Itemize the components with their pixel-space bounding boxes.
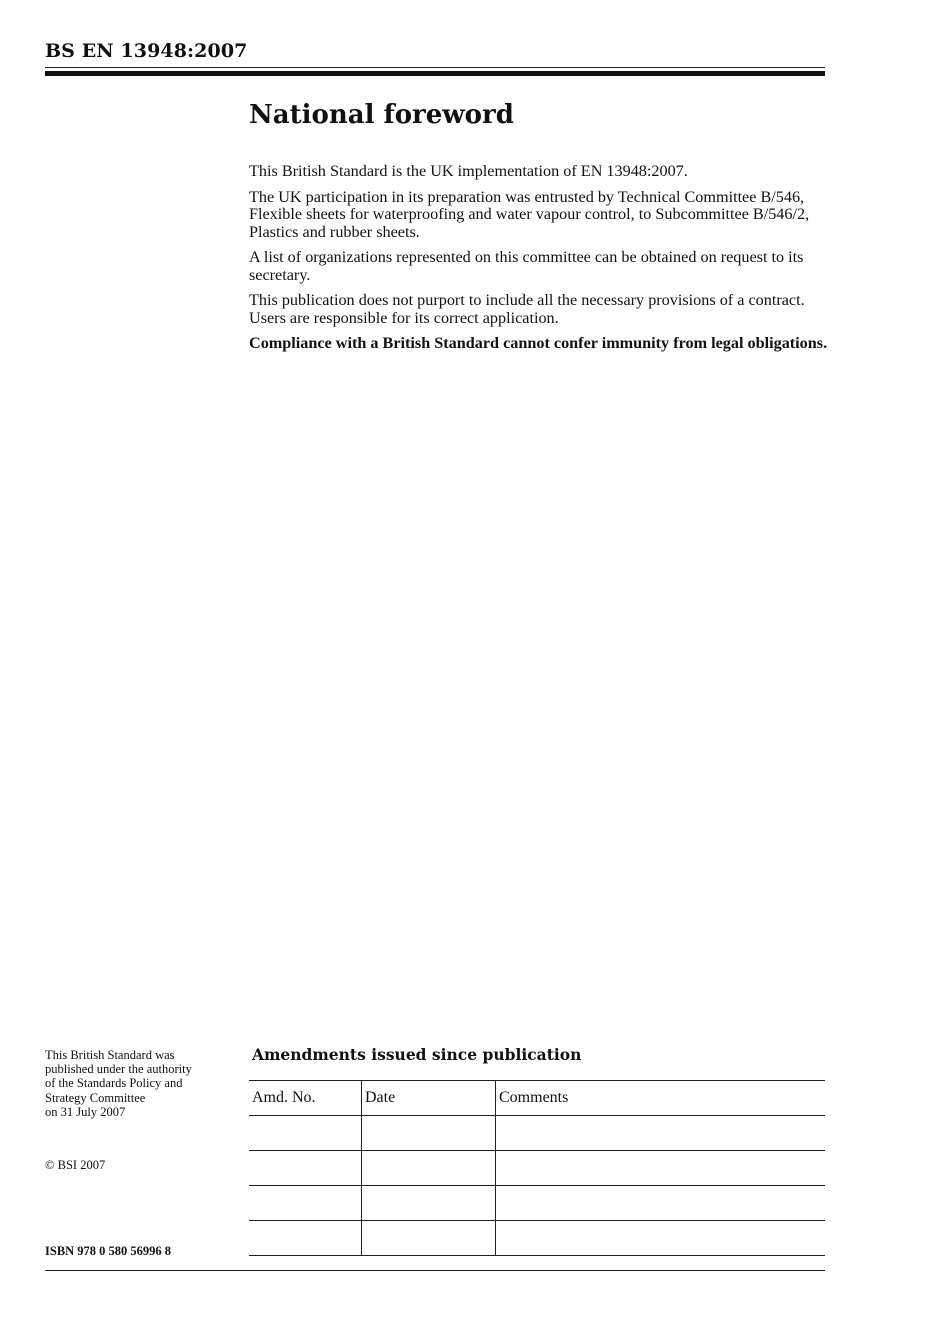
page-title: National foreword <box>249 100 514 130</box>
paragraph-committee: The UK participation in its preparation was entrusted by Technical Committee B/546, Flexible sheets for waterproofing and water vapour control, to Subcommittee B/546/2, Plastics and rubber sheets. <box>249 187 810 241</box>
isbn: ISBN 978 0 580 56996 8 <box>45 1244 172 1258</box>
table-cell <box>249 1186 362 1221</box>
paragraph-implementation: This British Standard is the UK implementation of EN 13948:2007. <box>249 162 688 180</box>
table-cell <box>496 1151 826 1186</box>
paragraph-organizations: A list of organizations represented on this committee can be obtained on request to its secretary. <box>249 248 804 284</box>
table-cell <box>249 1116 362 1151</box>
table-cell <box>496 1116 826 1151</box>
table-row <box>249 1186 825 1221</box>
header-rule-thick <box>45 71 825 76</box>
publication-note-line: on 31 July 2007 <box>45 1104 126 1119</box>
publication-note-line: of the Standards Policy and <box>45 1076 183 1091</box>
paragraph-provisions: This publication does not purport to include all the necessary provisions of a contract. Users are responsible for its correct application. <box>249 291 805 327</box>
copyright-notice: © BSI 2007 <box>45 1158 106 1172</box>
document-id: BS EN 13948:2007 <box>45 40 248 62</box>
column-header-date: Date <box>362 1081 496 1116</box>
amendments-table <box>249 1080 825 1256</box>
table-row <box>249 1116 825 1151</box>
table-header-row <box>249 1081 825 1116</box>
table-cell <box>362 1186 496 1221</box>
table-cell <box>362 1221 496 1256</box>
column-header-amd-no: Amd. No. <box>249 1081 362 1116</box>
compliance-note: Compliance with a British Standard cannot confer immunity from legal obligations. <box>249 334 828 352</box>
table-row <box>249 1221 825 1256</box>
table-cell <box>496 1186 826 1221</box>
table-cell <box>249 1221 362 1256</box>
header-rule-thin <box>45 67 825 68</box>
footer-rule <box>45 1270 825 1271</box>
table-cell <box>496 1221 826 1256</box>
table-cell <box>362 1116 496 1151</box>
table-cell <box>249 1151 362 1186</box>
foreword-body <box>249 163 829 361</box>
column-header-comments: Comments <box>496 1081 826 1116</box>
table-row <box>249 1151 825 1186</box>
amendments-title: Amendments issued since publication <box>252 1045 582 1064</box>
table-cell <box>362 1151 496 1186</box>
publication-note-line: Strategy Committee <box>45 1090 146 1105</box>
publication-note-line: published under the authority <box>45 1062 192 1077</box>
publication-note-line: This British Standard was <box>45 1048 175 1062</box>
publication-note <box>45 1048 235 1119</box>
